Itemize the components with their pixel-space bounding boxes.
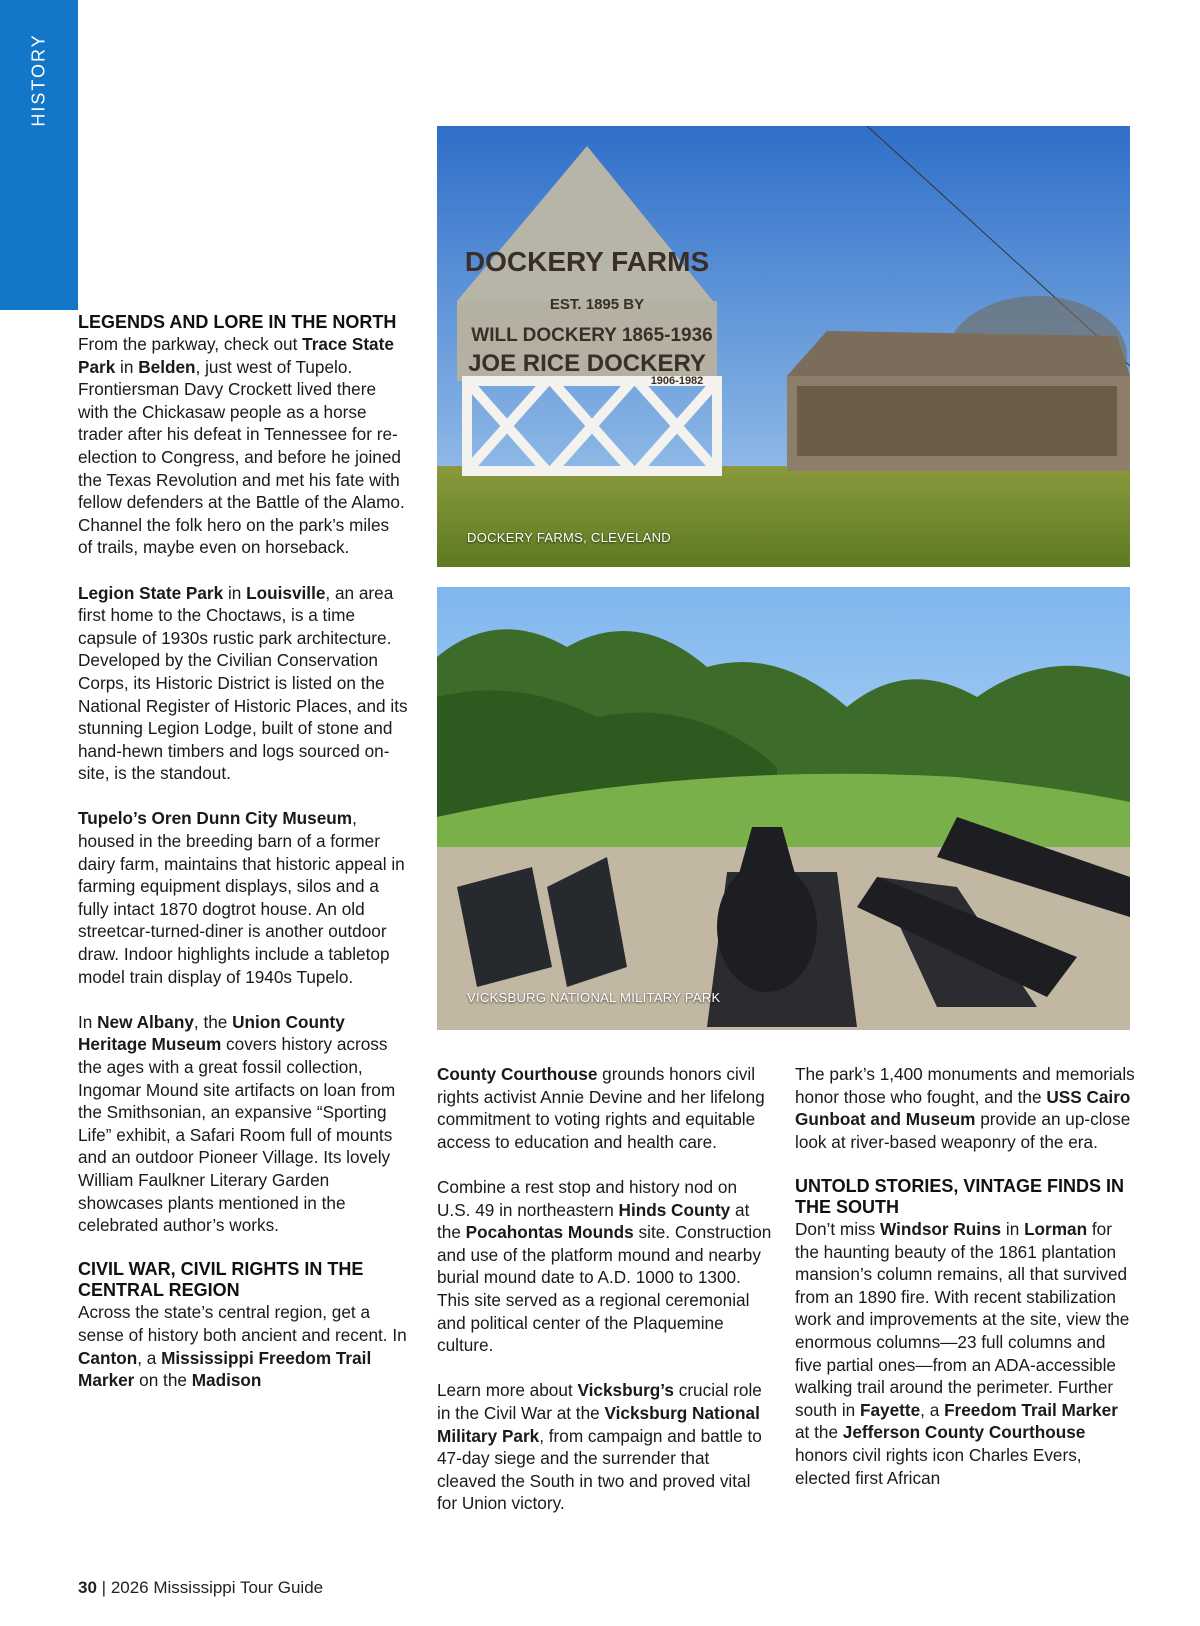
- bold-text: Freedom Trail Marker: [944, 1399, 1118, 1420]
- bold-text: Mississippi Freedom Trail Marker: [78, 1347, 372, 1391]
- text-run: honors civil rights icon Charles Evers, elected first African: [795, 1444, 1082, 1488]
- text-run: Learn more about: [437, 1380, 578, 1401]
- heading-central: CIVIL WAR, CIVIL RIGHTS IN THE CENTRAL REGION: [78, 1259, 364, 1301]
- bold-text: Windsor Ruins: [880, 1218, 1002, 1239]
- vicksburg-photo: [437, 587, 1130, 1030]
- bold-text: Lorman: [1024, 1218, 1088, 1239]
- photo-caption: VICKSBURG NATIONAL MILITARY PARK: [467, 990, 721, 1005]
- right-column: [795, 1063, 1135, 1512]
- dockery-farms-photo: [437, 126, 1130, 567]
- paragraph: [437, 1379, 772, 1515]
- text-run: , a: [137, 1347, 162, 1368]
- photo-caption: DOCKERY FARMS, CLEVELAND: [467, 530, 671, 545]
- text-run: , just west of Tupelo. Frontiersman Davy Crockett lived there with the Chickasaw people as a horse trader after his defeat in Tennessee for re-election to Congress, and before he joined the Texas Revolution and met his fate with fellow defenders at the Battle of the Alamo. Channel the folk hero on the park’s miles of trails, maybe even on horseback.: [78, 356, 405, 558]
- bold-text: New Albany: [97, 1011, 194, 1032]
- text-run: crucial role in the Civil War at the: [437, 1380, 762, 1423]
- page-number: 30: [78, 1578, 97, 1597]
- bold-text: County Courthouse: [437, 1064, 598, 1084]
- text-run: Don’t miss: [795, 1218, 880, 1239]
- text-run: on the: [134, 1370, 192, 1391]
- barn-sign-line3: WILL DOCKERY 1865-1936: [471, 325, 713, 346]
- bold-text: USS Cairo Gunboat and Museum: [795, 1086, 1131, 1130]
- barn-sign-line2: EST. 1895 BY: [549, 296, 645, 313]
- text-run: site. Construction and use of the platform mound and nearby burial mound date to A.D. 1000 to 1300. This site served as a regional ceremonial and political center of the Plaquemine culture.: [437, 1222, 772, 1356]
- paragraph: [78, 1011, 408, 1237]
- bold-text: Trace State Park: [78, 334, 394, 377]
- paragraph: [78, 1301, 408, 1391]
- left-column: [78, 312, 408, 1414]
- paragraph: [78, 807, 408, 988]
- paragraph: [795, 1218, 1135, 1489]
- text-run: at the: [795, 1422, 843, 1443]
- text-run: , the: [193, 1011, 233, 1032]
- footer-separator: |: [101, 1578, 107, 1597]
- bold-text: Fayette: [859, 1399, 921, 1420]
- text-run: for the haunting beauty of the 1861 plantation mansion’s column remains, all that survived from an 1890 fire. With recent stabilization work and improvements at the site, view the enormous columns—23 full columns and five partial ones—from an ADA-accessible walking trail around the perimeter. Further south in: [795, 1218, 1130, 1420]
- text-run: , an area first home to the Choctaws, is a time capsule of 1930s rustic park architecture. Developed by the Civilian Conservation Corps, its Historic District is listed on the National Register of Historic Places, and its stunning Legion Lodge, built of stone and hand-hewn timbers and logs sourced on-site, is the standout.: [78, 582, 408, 784]
- text-run: , from campaign and battle to 47-day siege and the surrender that cleaved the South in two and proved vital for Union victory.: [437, 1425, 762, 1514]
- text-run: Across the state’s central region, get a sense of history both ancient and recent. In: [78, 1302, 407, 1345]
- barn-sign-line4: JOE RICE DOCKERY: [468, 350, 706, 377]
- bold-text: Madison: [191, 1370, 262, 1391]
- text-run: From the parkway, check out: [78, 334, 303, 354]
- middle-column: [437, 1063, 772, 1537]
- bold-text: Belden: [138, 356, 196, 377]
- text-run: , a: [920, 1399, 945, 1420]
- section-label: HISTORY: [28, 33, 49, 127]
- section-tab: [0, 0, 78, 310]
- text-run: in: [115, 356, 139, 377]
- text-run: grounds honors civil rights activist Annie Devine and her lifelong commitment to voting rights and equitable access to education and health care.: [437, 1064, 765, 1152]
- text-run: In: [78, 1011, 98, 1032]
- bold-text: Pocahontas Mounds: [465, 1222, 634, 1243]
- barn-sign-line5: 1906-1982: [650, 375, 704, 387]
- bold-text: Tupelo’s Oren Dunn City Museum: [78, 808, 353, 829]
- text-run: in: [223, 582, 247, 603]
- heading-south: UNTOLD STORIES, VINTAGE FINDS IN THE SOUTH: [795, 1175, 1125, 1217]
- bold-text: Hinds County: [618, 1199, 731, 1220]
- bold-text: Louisville: [246, 582, 326, 603]
- paragraph: [78, 333, 408, 559]
- text-run: Combine a rest stop and history nod on U.S. 49 in northeastern: [437, 1176, 738, 1220]
- paragraph: [437, 1176, 772, 1357]
- bold-text: Vicksburg National Military Park: [437, 1402, 760, 1446]
- text-run: The park’s 1,400 monuments and memorials honor those who fought, and the: [795, 1064, 1135, 1107]
- publication-title: 2026 Mississippi Tour Guide: [110, 1578, 324, 1597]
- text-run: at the: [437, 1199, 750, 1243]
- text-run: , housed in the breeding barn of a former dairy farm, maintains that historic appeal in farming equipment displays, silos and a fully intact 1870 dogtrot house. An old streetcar-turned-diner is another outdoor draw. Indoor highlights include a tabletop model train display of 1940s Tupelo.: [78, 808, 405, 987]
- bold-text: Union County Heritage Museum: [78, 1011, 345, 1055]
- bold-text: Legion State Park: [78, 582, 224, 603]
- paragraph: [437, 1063, 772, 1153]
- text-run: in: [1001, 1218, 1025, 1239]
- bold-text: Jefferson County Courthouse: [842, 1422, 1086, 1443]
- bold-text: Canton: [78, 1347, 138, 1368]
- text-run: covers history across the ages with a great fossil collection, Ingomar Mound site artifacts on loan from the Smithsonian, an expansive “Sporting Life” exhibit, a Safari Room full of mounts and an outdoor Pioneer Village. Its lovely William Faulkner Literary Garden showcases plants mentioned in the celebrated author’s works.: [78, 1034, 396, 1236]
- bold-text: Vicksburg’s: [577, 1380, 674, 1401]
- paragraph: [78, 582, 408, 785]
- heading-north: LEGENDS AND LORE IN THE NORTH: [78, 312, 397, 332]
- text-run: provide an up-close look at river-based weaponry of the era.: [795, 1109, 1131, 1152]
- page-footer: [78, 1578, 323, 1598]
- barn-sign-line1: DOCKERY FARMS: [464, 246, 710, 277]
- paragraph: [795, 1063, 1135, 1153]
